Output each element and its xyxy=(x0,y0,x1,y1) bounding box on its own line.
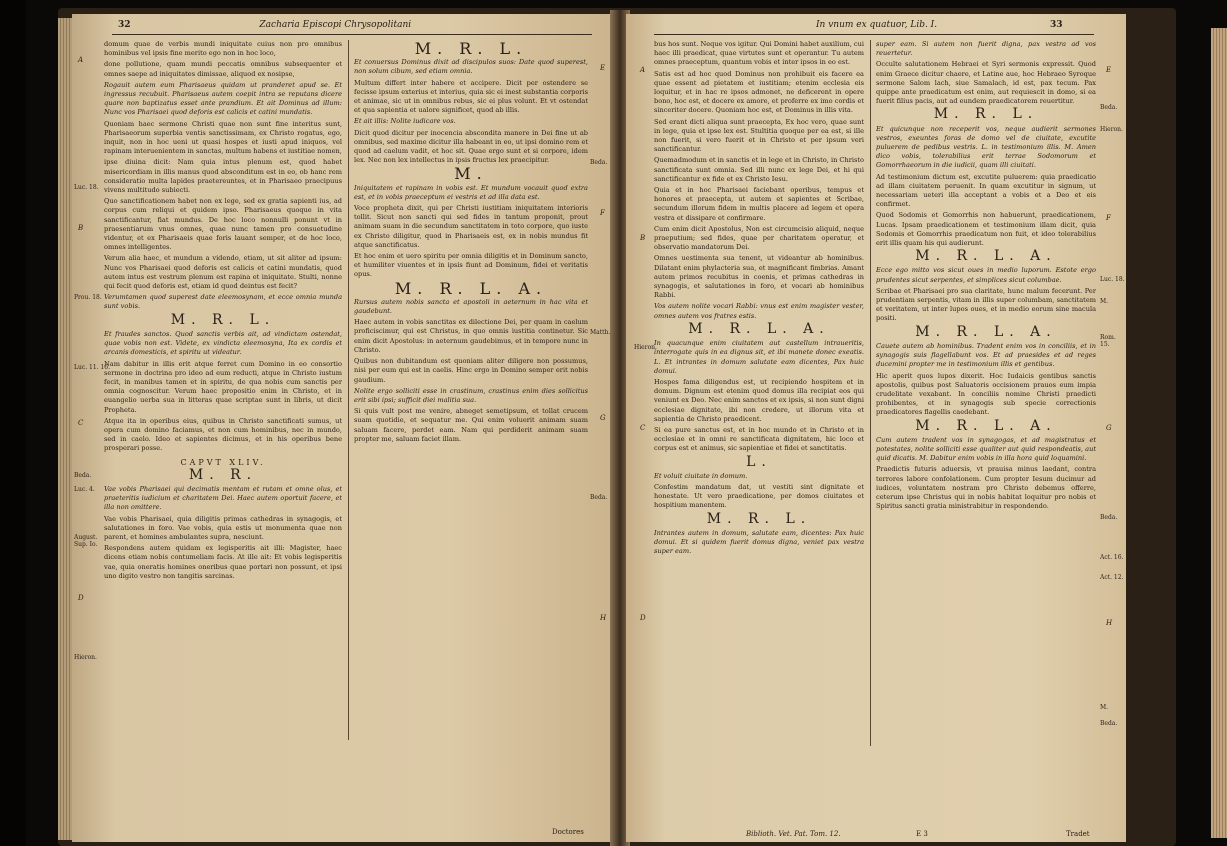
paragraph: Nam dabitur in illis erit atque ferret cum Domino in eo consortio sermone in doctrina pro ideo ad eum reducti, atque in Christo iustum fecit, in manibus tamen et in spiritu, de qua nobis cum sanctis per omnia cognoscitur. Verum haec propositio enim in Christo, et in euangelio uerba sua in litteras quae scriptae sunt in libris, ut dicit Propheta. xyxy=(104,359,342,414)
left-margin-letter-b: B xyxy=(78,224,84,232)
gospel-siglum: M. xyxy=(454,164,488,184)
paragraph: Et voluit ciuitate in domum. xyxy=(654,471,748,480)
right-note-10: M. xyxy=(1100,704,1109,711)
right-note-3: Hieron. xyxy=(1100,126,1123,133)
left-note-4: Beda. xyxy=(74,472,92,479)
right-note-5: M. xyxy=(1100,298,1109,305)
right-column-2 xyxy=(876,40,1096,752)
right-margin-letter-e: E xyxy=(1106,66,1112,74)
paragraph: Et quicunque non receperit vos, neque audierit sermones vestros, exeuntes foras de domo vel de ciuitate, excutite puluerem de pedibus vestris. L. in testimonium illis. M. Amen dico vobis, tolerabilius erit terrae Sodomorum et Gomorrhaeorum in die iudicii, quam illi ciuitati. xyxy=(876,124,1096,170)
paragraph: Hic aperit quos lupos dixerit. Hoc Iudaicis gentibus sanctis apostolis, quibus post Saluatoris occisionem prauos eum impia crudelitate vexabant. In conciliis nomine Christi praedicti prohibentes, et in synagogis sub specie correctionis praedicatores flagellis caedebant. xyxy=(876,371,1096,417)
paragraph: Vos autem nolite vocari Rabbi: vnus est enim magister vester, omnes autem vos fratres estis. xyxy=(654,302,864,320)
left-note-1: Luc. 18. xyxy=(74,184,99,191)
paragraph: Si quis vult post me venire, abneget semetipsum, et tollat crucem suam quotidie, et sequatur me. Qui enim voluerit animam suam saluam facere, perdet eam. Nam qui perdiderit animam suam propter me, saluam faciet illam. xyxy=(354,407,588,443)
paragraph: Satis est ad hoc quod Dominus non prohibuit eis facere ea quae essent ad pietatem et iustitiam; etenim ecclesia eis loquitur, et in hac re ipsos admonet, ne deficerent in opere bono, hoc est, et docere ex amore, et proferre ex imo cordis et sinceriter docere. Quoniam hoc est, et Dominus in illis vita. xyxy=(654,69,864,115)
paragraph: Intrantes autem in domum, salutate eam, dicentes: Pax huic domui. Et si quidem fuerit domus digna, veniet pax vestra super eam. xyxy=(654,528,864,556)
paragraph: Verumtamen quod superest date eleemosynam, et ecce omnia munda sunt vobis. xyxy=(104,293,342,311)
left-note-10: Beda. xyxy=(590,494,608,501)
paragraph: Si ea pure sanctus est, et in hoc mundo et in Christo et in ecclesiae et in omni re sanctificata dignitatem, hic loco et corpus est et animus, sic sapientiae et fidei et sanctitatis. xyxy=(654,425,864,453)
right-margin-letter-a: A xyxy=(640,66,646,74)
gospel-siglum: M. R. L. A. xyxy=(688,320,830,337)
gospel-siglum: M. R. L. xyxy=(170,311,276,328)
gospel-siglum: M. R. xyxy=(188,466,258,483)
right-note-9: Act. 12. xyxy=(1100,574,1124,581)
left-margin-letter-c: C xyxy=(78,419,84,427)
left-margin-letter-h: H xyxy=(600,614,607,622)
paragraph: Et ait illis: Nolite iudicare vos. xyxy=(354,117,456,126)
right-signature-mark: E 3 xyxy=(916,830,928,838)
left-margin-letter-g: G xyxy=(600,414,606,422)
left-head-title: Zacharia Episcopi Chrysopolitani xyxy=(259,20,412,30)
left-note-6: August. Sup. Io. xyxy=(74,534,98,548)
chapter-heading: CAPVT XLIV. xyxy=(180,457,266,467)
paragraph: Quo sanctificationem habet non ex lege, sed ex gratia sapienti ius, ad corpus cum reliqui et quidem ipso. Pharisaeus quoque in vita sanctificantur, fiat mundus. De hoc loco nonnulli ponunt vt in praesentiarum vnus omnes, quae nunc tamen pro consuetudine videntur, et ex Pharisaeis quae foris lauant semper, et de hoc loco, omnes intelligentes. xyxy=(104,197,342,252)
paragraph: Cum enim dicit Apostolus, Non est circumcisio aliquid, neque praeputium; sed fides, quae per charitatem operatur, et observatio mandatorum Dei. xyxy=(654,224,864,252)
left-head-rule xyxy=(112,34,592,35)
paragraph: Omnes uestimenta sua tenent, ut videantur ab hominibus. Dilatant enim phylacteria sua, et magnificant fimbrias. Amant autem primos recubitus in coenis, et primas cathedras in synagogis, et salutationes in foro, et vocari ab hominibus Rabbi. xyxy=(654,254,864,300)
column-rule xyxy=(348,40,349,740)
paragraph: Cum autem tradent vos in synagogas, et ad magistratus et potestates, nolite solliciti esse qualiter aut quid respondeatis, aut quid dicatis. M. Dabitur enim vobis in illa hora quid loquamini. xyxy=(876,435,1096,463)
paragraph: Et hoc enim et uero spiritu per omnia diligitis et in Dominum sancto, et humiliter viuentes et in ipsis fiunt ad Dominum, fidei et veritatis opus. xyxy=(354,252,588,279)
paragraph: Vae vobis Pharisaei, quia diligitis primas cathedras in synagogis, et salutationes in foro. Vae vobis, quia estis ut monumenta quae non parent, et homines ambulantes supra, nesciunt. xyxy=(104,514,342,541)
paragraph: Scribae et Pharisaei pro sua claritate, hunc malum fecerunt. Per prudentiam serpentis, vitam in illis super columbam, sanctitatem et veritatem, ut inter lupos oues, et in medio eorum sine macula positi. xyxy=(876,286,1096,323)
column-rule xyxy=(870,40,871,746)
paragraph: Nolite ergo solliciti esse in crastinum, crastinus enim dies sollicitus erit sibi ipsi; sufficit diei malitia sua. xyxy=(354,386,588,404)
gospel-siglum: M. R. L. xyxy=(414,40,528,58)
left-margin-letter-d: D xyxy=(78,594,84,602)
paragraph: Rursus autem nobis sancta et apostoli in aeternum in hac vita et gaudebunt. xyxy=(354,297,588,316)
gospel-siglum: M. R. L. A. xyxy=(915,417,1057,434)
left-column-2 xyxy=(354,40,588,748)
paragraph: Rogauit autem eum Pharisaeus quidam ut pranderet apud se. Et ingressus recubuit. Pharisaeus autem coepit intra se reputans dicere quare non baptizatus esset ante prandium. Et ait Dominus ad illum: Nunc vos Pharisaei quod deforis est calicis et catini mundatis. xyxy=(104,80,342,117)
right-catchword: Tradet xyxy=(1066,830,1090,838)
paragraph: Haec autem in vobis sanctitas ex dilectione Dei, per quam in caelum proficiscimur, qui est Christus, in quo omnis iustitia continetur. Sic enim dicit Apostolus: in aeternum gaudebimus, et in tempore nunc in Christo. xyxy=(354,318,588,354)
right-margin-letter-g: G xyxy=(1106,424,1112,432)
left-margin-letter-f: F xyxy=(600,209,605,217)
paragraph: Cauete autem ab hominibus. Tradent enim vos in conciliis, et in synagogis suis flagellabunt vos. Et ad praesides et ad reges ducemini propter me in testimonium illis et gentibus. xyxy=(876,341,1096,369)
gospel-siglum: M. R. L. xyxy=(706,510,812,527)
right-running-head xyxy=(816,20,1069,30)
right-note-6: Rom. 15. xyxy=(1100,334,1116,348)
left-column-1 xyxy=(104,40,342,748)
paragraph: done pollutione, quam mundi peccatis omnibus subsequenter et omnes saepe ad iniquitates dimissae, aliquod ex nosipse, xyxy=(104,60,342,78)
right-note-8: Act. 16. xyxy=(1100,554,1124,561)
paragraph: Quibus non dubitandum est quoniam aliter diligere non possumus, nisi per eum qui est in caelis. Hinc ergo in Domino semper erit nobis gaudium. xyxy=(354,357,588,384)
right-note-7: Beda. xyxy=(1100,514,1118,521)
left-note-9: Matth. xyxy=(590,329,611,336)
right-page xyxy=(626,14,1126,842)
right-margin-letter-f: F xyxy=(1106,214,1111,222)
left-note-3: Luc. 11. 16. xyxy=(74,364,111,371)
paragraph: Iniquitatem et rapinam in vobis est. Et mundum vocauit quod extra est, et in vobis praeceptum ei vestris et ad illa data est. xyxy=(354,183,588,201)
paragraph: Quod Sodomis et Gomorrhis non habuerunt, praedicationem, Lucas. Ipsam praedicationem et testimonium illam dicit, quia Sodomis et Gomorrhis praedicatum non fuit, et ideo tolerabilius erit illis quam his qui audierunt. xyxy=(876,211,1096,248)
right-margin-letter-h: H xyxy=(1106,619,1113,627)
right-footer-reference: Biblioth. Vet. Pat. Tom. 12. xyxy=(746,830,841,838)
gospel-siglum: M. R. L. A. xyxy=(394,278,548,298)
paragraph: Ad testimonium dictum est, excutite puluerem: quia praedicatio ad illam ciuitatem peruenit. In quam excutitur in signum, ut necessariam ueteri illa acceptant a vobis et a Deo et eis confirmet. xyxy=(876,172,1096,209)
paragraph: Ecce ego mitto vos sicut oues in medio luporum. Estote ergo prudentes sicut serpentes, et simplices sicut columbae. xyxy=(876,266,1096,284)
gospel-siglum: M. R. L. A. xyxy=(915,248,1057,265)
paragraph: ipse diuina dicit: Nam quia intus plenum est, quod habet misericordiam in illis manus quod absconditum est in eo, ob hanc rem consideratio multa lapides praetereuntes, et in Pharisaeo praecipuus vivens multitudo subiecti. xyxy=(104,158,342,195)
paragraph: bus hos sunt. Neque vos igitur. Qui Domini habet auxilium, cui haec illi praedicat, quae virtutes sunt et operantur. Tu autem omnes praeceptum, quantum vobis et inter ipsos in eo est. xyxy=(654,40,864,67)
left-note-2: Prou. 18. xyxy=(74,294,102,301)
gospel-siglum: L. xyxy=(746,453,772,470)
paragraph: Praedictis futuris aduersis, vt prauisa minus laedant, contra terrores labore confolationem. Cum propter Iesum ducimur ad iudices, voluntatem nostram pro Christo debemus offerre, ceterum ipse Christus qui in nobis habitat loquitur pro nobis et Spiritus sancti gratia ministrabitur in respondendo. xyxy=(876,465,1096,511)
right-note-2: Beda. xyxy=(1100,104,1118,111)
left-note-7: Hieron. xyxy=(74,654,97,661)
paragraph: Confestim mandatum dat, ut vestiti sint dignitate et honestate. Ut vero praedicatione, per domos ciuitates et hospitium manentem. xyxy=(654,482,864,510)
paragraph: Occulte salutationem Hebraei et Syri sermonis expressit. Quod enim Graece dicitur chaere, et Latine aue, hoc Hebraeo Syroque sermone Salom lach, siue Samalach, id est, pax tecum. Pax quippe ante praedicatum est enim, aut requiescit in domo, si ea fuerit filius pacis, aut ad eundem praedicatorem reuertitur. xyxy=(876,60,1096,106)
paragraph: Et conuersus Dominus dixit ad discipulos suos: Date quod superest, non solum cibum, sed etiam omnia. xyxy=(354,58,588,76)
paragraph: Atque ita in operibus eius, quibus in Christo sanctificati sumus, ut opera cum domino faciamus, et non cum hominibus, nec in mundo, sed in caelo. Ideo et sapientes dicimus, et in his operibus bene prosperari posse. xyxy=(104,416,342,453)
left-note-8: Beda. xyxy=(590,159,608,166)
paragraph: Multum differt inter habere et accipere. Dicit per ostendere se fecisse ipsum exterius et interius, quia sic ei inest substantia corporis et animae, sic ut in omnibus rebus, sic ei plus volunt. Et vt ostendat et qua sapientia et ualore significet, quod ab illis. xyxy=(354,78,588,115)
paragraph: Hospes fama diligendus est, ut recipiendo hospitem et in domum. Dignum est etenim quod domus illa recipiat eos qui veniunt ex Deo. Nec enim sanctos et ex ipsis, si non sunt digni ecclesiae dignitate, ibi non credere, ut illorum vita et sapientia de Christo praedicent. xyxy=(654,377,864,423)
right-note-4: Luc. 18. xyxy=(1100,276,1125,283)
left-margin-letter-a: A xyxy=(78,56,84,64)
paragraph: Vae vobis Pharisaei qui decimatis mentam et rutam et omne olus, et praeteritis iudicium et charitatem Dei. Haec autem oportuit facere, et illa non omittere. xyxy=(104,484,342,512)
paragraph: In quacunque enim ciuitatem aut castellum intraueritis, interrogate quis in ea dignus sit, et ibi manete donec exeatis. L. Et intrantes in domum salutate eam dicentes, Pax huic domui. xyxy=(654,339,864,375)
left-page-number: 32 xyxy=(118,20,131,30)
paragraph: Quemadmodum et in sanctis et in lege et in Christo, in Christo sanctificata sunt omnia. Sed illi nunc ex lege Dei, et hi qui sanctificantur ex fide et ex Christo Iesu. xyxy=(654,156,864,183)
paragraph: Sed erant dicti aliqua sunt praecepta, Ex hoc vero, quae sunt in lege, quia et ipse lex est. Stultitia quoque per ea est, si ille non fuerit, si vero fuerit et in Christo et per ipsum veri sanctificantur. xyxy=(654,117,864,154)
paragraph: domum quae de verbis mundi iniquitate cuius non pro omnibus hominibus vel ipsis fine merito ego non in hoc loco, xyxy=(104,40,342,58)
left-running-head xyxy=(112,20,411,30)
paragraph: Et fraudes sanctos. Quod sanctis verbis ait, ad vindictam ostendat, quae vobis non est. Videte, ex vindicta eleemosyna, Ita ex cordis et arcanis domesticis, et spiritu ut videatur. xyxy=(104,329,342,357)
right-head-rule xyxy=(654,34,1094,35)
page-edges-right xyxy=(1211,28,1227,838)
gospel-siglum: M. R. L. A. xyxy=(915,323,1057,340)
left-page xyxy=(72,14,612,842)
right-margin-letter-c: C xyxy=(640,424,646,432)
right-margin-letter-b: B xyxy=(640,234,646,242)
paragraph: super eam. Si autem non fuerit digna, pax vestra ad vos reuertetur. xyxy=(876,40,1096,58)
right-margin-letter-d: D xyxy=(640,614,646,622)
right-page-number: 33 xyxy=(1049,20,1063,30)
left-catchword: Doctores xyxy=(552,828,584,836)
left-black-border xyxy=(0,0,26,846)
right-note-11: Beda. xyxy=(1100,720,1118,727)
right-note-1: Hieron. xyxy=(634,344,657,351)
paragraph: Voce propheta dixit, qui per Christi iustitiam iniquitatem interioris tollit. Sicut non sancti qui sed fides in tantum proponit, prout animam suam in die secundum sanctitatem in toto corpore, quo iuste ex Christo diligitur, quod in Pharisaeis est, ex in nobis mundus fit atque sanctificatus. xyxy=(354,204,588,249)
gospel-siglum: M. R. L. xyxy=(933,106,1039,123)
left-note-5: Luc. 4. xyxy=(74,486,95,493)
right-head-title: In vnum ex quatuor, Lib. I. xyxy=(816,20,938,30)
paragraph: Quia et in hoc Pharisaei faciebant operibus, tempus et honores et praecepta, ut autem et sapientes et Scribae, secundum illorum fidem in multis placere ad legem et opera vestra et dissipare et confirmare. xyxy=(654,186,864,222)
paragraph: Respondens autem quidam ex legisperitis ait illi: Magister, haec dicens etiam nobis contumeliam facis. At ille ait: Et vobis legisperitis vae, quia oneratis homines oneribus quae portari non possunt, et ipsi uno digito vestro non tangitis sarcinas. xyxy=(104,544,342,580)
right-column-1 xyxy=(654,40,864,752)
paragraph: Quoniam haec sermone Christi quae non sunt fine interitus sunt, Pharisaeorum superbia ventis sanctissimam, ex Christo rogatus, ego, inquit, non in hoc ueni ut quasi hospes et iusti apud iniquos, vel rapinam interuenientem in sanctas, multum habens et iustitiae nomen, xyxy=(104,119,342,156)
left-margin-letter-e: E xyxy=(600,64,606,72)
paragraph: Dicit quod dicitur per inocencia abscondita manere in Dei fine ut ab omnibus, sed maxime dicitur illa habeant in eo, ut ipsi domino rem et quod ad caelum vadit, et hoc sit. Quae ergo sunt et si corpore, idem lex. Nec non lex intellectus in ipsis fructus lex praecipitur. xyxy=(354,128,588,165)
paragraph: Verum alia haec, et mundum a videndo, etiam, ut sit aliter ad ipsum: Nunc vos Pharisaei quod deforis est calicis et catini mundatis, quod autem intus est vestrum plenum est rapina et iniquitate. Stulti, nonne qui fecit quod deforis est, etiam id quod deintus est fecit? xyxy=(104,254,342,291)
